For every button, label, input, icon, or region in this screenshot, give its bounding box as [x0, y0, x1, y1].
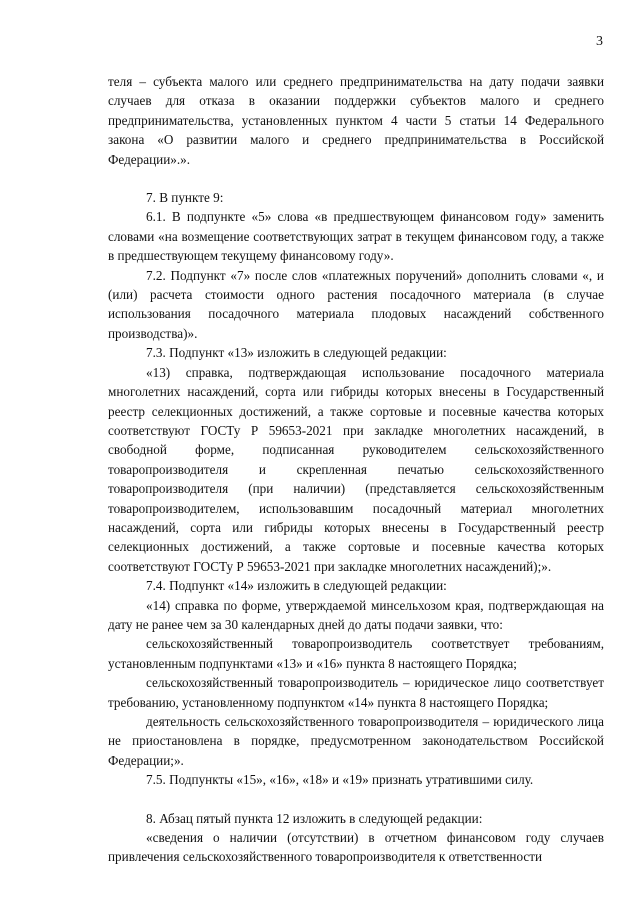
paragraph-subpoint-13: «13) справка, подтверждающая использование посадочного материала многолетних насаждений, сорта или гибриды которых внесены в Государственный реестр селекционных достижений, а также сортовые и посевные качества которых соответствуют ГОСТу Р 59653-2021 при закладке многолетних насаждений, в свободной форме, подписанная руководителем сельскохозяйственного товаропроизводителя и скрепленная печатью сельскохозяйственного товаропроизводителя (при наличии) (представляется сельскохозяйственным товаропроизводителем, использовавшим посадочный материал многолетних насаждений, сорта или гибриды которых внесены в Государственный реестр селекционных достижений, а также сортовые и посевные качества которых соответствуют ГОСТу Р 59653-2021 при закладке многолетних насаждений);». — [108, 364, 604, 574]
paragraph-section-8: 8. Абзац пятый пункта 12 изложить в следующей редакции: — [146, 810, 483, 826]
paragraph-7-2: 7.2. Подпункт «7» после слов «платежных поручений» дополнить словами «, и (или) расчета стоимости одного растения посадочного материала (в случае использования посадочного материала плодовых насаждений собственного производства)». — [108, 267, 604, 341]
paragraph-section-8-text: «сведения о наличии (отсутствии) в отчетном финансовом году случаев привлечения сельскохозяйственного товаропроизводителя к ответственности — [108, 830, 604, 865]
paragraph-requirement-3: деятельность сельскохозяйственного товаропроизводителя – юридического лица не приостановлена в порядке, предусмотренном законодательством Российской Федерации;». — [108, 714, 604, 768]
paragraph-intro-continuation: теля – субъекта малого или среднего предпринимательства на дату подачи заявки случаев для отказа в оказании поддержки субъектов малого и среднего предпринимательства, установленных пунктом 4 части 5 статьи 14 Федерального закона «О развитии малого и среднего предпринимательства в Российской Федерации».». — [108, 74, 604, 167]
document-body — [108, 72, 604, 867]
paragraph-7-5: 7.5. Подпункты «15», «16», «18» и «19» признать утратившими силу. — [146, 772, 534, 788]
paragraph-6-1: 6.1. В подпункте «5» слова «в предшествующем финансовом году» заменить словами «на возмещение соответствующих затрат в текущем финансовом году, а также в предшествующем текущему финансовому году». — [108, 209, 604, 264]
paragraph-7-4: 7.4. Подпункт «14» изложить в следующей редакции: — [146, 578, 447, 594]
paragraph-requirement-1: сельскохозяйственный товаропроизводитель соответствует требованиям, установленным подпунктами «13» и «16» пункта 8 настоящего Порядка; — [108, 636, 604, 671]
paragraph-7-3: 7.3. Подпункт «13» изложить в следующей редакции: — [146, 345, 447, 361]
page-number: 3 — [596, 34, 603, 49]
paragraph-subpoint-14: «14) справка по форме, утверждаемой минсельхозом края, подтверждающая на дату не ранее чем за 30 календарных дней до даты подачи заявки, что: — [108, 597, 604, 632]
paragraph-requirement-2: сельскохозяйственный товаропроизводитель – юридическое лицо соответствует требованию, установленному подпунктом «14» пункта 8 настоящего Порядка; — [108, 675, 604, 710]
paragraph-section-7: 7. В пункте 9: — [146, 190, 224, 206]
